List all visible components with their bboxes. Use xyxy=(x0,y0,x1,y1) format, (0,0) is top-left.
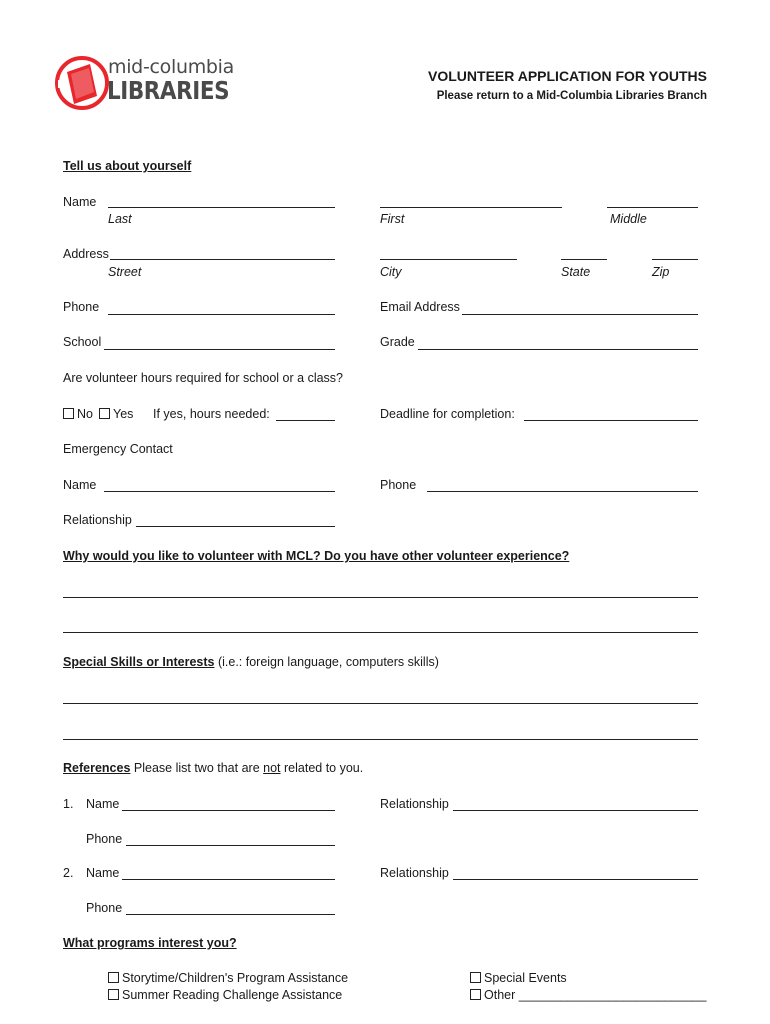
yes-checkbox[interactable] xyxy=(99,408,110,419)
program-option-special-events[interactable] xyxy=(470,971,567,985)
ref1-number: 1. xyxy=(63,797,74,811)
skills-answer-line-2[interactable] xyxy=(63,739,698,740)
form-subtitle: Please return to a Mid-Columbia Libraries Branch xyxy=(436,90,707,102)
ref2-name-field[interactable] xyxy=(122,879,335,880)
program-option-storytime[interactable] xyxy=(108,971,348,985)
logo-text-top: mid-columbia xyxy=(108,56,234,78)
ref1-phone-label: Phone xyxy=(86,832,123,846)
skills-answer-line-1[interactable] xyxy=(63,703,698,704)
name-label: Name xyxy=(63,195,97,209)
emergency-name-field[interactable] xyxy=(104,491,335,492)
yes-label: Yes xyxy=(113,407,134,421)
email-field[interactable] xyxy=(462,314,698,315)
special-events-label: Special Events xyxy=(484,971,567,985)
ref2-number: 2. xyxy=(63,866,74,880)
ref1-phone-field[interactable] xyxy=(126,845,335,846)
first-name-field[interactable] xyxy=(380,207,562,208)
zip-field[interactable] xyxy=(652,259,698,260)
state-field[interactable] xyxy=(561,259,607,260)
zip-caption: Zip xyxy=(652,265,670,279)
summer-reading-label: Summer Reading Challenge Assistance xyxy=(122,988,343,1002)
ref2-phone-field[interactable] xyxy=(126,914,335,915)
emergency-relationship-field[interactable] xyxy=(136,526,335,527)
hours-needed-label: If yes, hours needed: xyxy=(153,407,270,421)
why-volunteer-question: Why would you like to volunteer with MCL? Do you have other volunteer experience? xyxy=(63,549,570,563)
skills-heading-row xyxy=(63,655,439,669)
ref1-relationship-label: Relationship xyxy=(380,797,449,811)
phone-field[interactable] xyxy=(108,314,335,315)
references-text-end: related to you. xyxy=(284,761,364,775)
why-answer-line-2[interactable] xyxy=(63,632,698,633)
ref2-relationship-field[interactable] xyxy=(453,879,698,880)
program-option-summer-reading[interactable] xyxy=(108,988,342,1002)
emergency-relationship-label: Relationship xyxy=(63,513,132,527)
programs-heading: What programs interest you? xyxy=(63,936,237,950)
ref2-name-label: Name xyxy=(86,866,120,880)
special-events-checkbox[interactable] xyxy=(470,972,481,983)
state-caption: State xyxy=(561,265,591,279)
ref1-name-field[interactable] xyxy=(122,810,335,811)
references-heading-row xyxy=(63,761,363,775)
grade-field[interactable] xyxy=(418,349,698,350)
hours-yes-option[interactable] xyxy=(99,407,133,421)
school-field[interactable] xyxy=(104,349,335,350)
ref1-relationship-field[interactable] xyxy=(453,810,698,811)
book-logo-icon xyxy=(55,52,111,112)
why-answer-line-1[interactable] xyxy=(63,597,698,598)
last-caption: Last xyxy=(108,212,132,226)
emergency-phone-field[interactable] xyxy=(427,491,698,492)
section-heading-about: Tell us about yourself xyxy=(63,159,192,173)
deadline-field[interactable] xyxy=(524,420,698,421)
summer-reading-checkbox[interactable] xyxy=(108,989,119,1000)
other-checkbox[interactable] xyxy=(470,989,481,1000)
references-heading: References xyxy=(63,761,131,775)
email-label: Email Address xyxy=(380,300,460,314)
phone-label: Phone xyxy=(63,300,100,314)
no-label: No xyxy=(77,407,93,421)
last-name-field[interactable] xyxy=(108,207,335,208)
city-caption: City xyxy=(380,265,402,279)
no-checkbox[interactable] xyxy=(63,408,74,419)
emergency-heading: Emergency Contact xyxy=(63,442,173,456)
form-title: VOLUNTEER APPLICATION FOR YOUTHS xyxy=(428,68,707,84)
other-label: Other ___________________________ xyxy=(484,988,707,1002)
deadline-label: Deadline for completion: xyxy=(380,407,515,421)
street-field[interactable] xyxy=(110,259,335,260)
first-caption: First xyxy=(380,212,405,226)
hours-no-option[interactable] xyxy=(63,407,93,421)
ref1-name-label: Name xyxy=(86,797,120,811)
storytime-label: Storytime/Children's Program Assistance xyxy=(122,971,349,985)
grade-label: Grade xyxy=(380,335,415,349)
ref2-phone-label: Phone xyxy=(86,901,123,915)
references-text: Please list two that are xyxy=(133,761,260,775)
ref2-relationship-label: Relationship xyxy=(380,866,449,880)
references-not: not xyxy=(263,761,281,775)
city-field[interactable] xyxy=(380,259,517,260)
emergency-name-label: Name xyxy=(63,478,97,492)
program-option-other[interactable] xyxy=(470,988,706,1002)
street-caption: Street xyxy=(108,265,142,279)
logo-text-bottom: LIBRARIES xyxy=(107,76,230,105)
skills-note: (i.e.: foreign language, computers skills) xyxy=(217,655,439,669)
hours-needed-field[interactable] xyxy=(276,420,335,421)
middle-name-field[interactable] xyxy=(607,207,698,208)
middle-caption: Middle xyxy=(610,212,647,226)
school-label: School xyxy=(63,335,102,349)
storytime-checkbox[interactable] xyxy=(108,972,119,983)
address-label: Address xyxy=(63,247,109,261)
emergency-phone-label: Phone xyxy=(380,478,417,492)
hours-question: Are volunteer hours required for school or a class? xyxy=(63,371,344,385)
skills-heading: Special Skills or Interests xyxy=(63,655,215,669)
library-logo xyxy=(55,52,234,112)
